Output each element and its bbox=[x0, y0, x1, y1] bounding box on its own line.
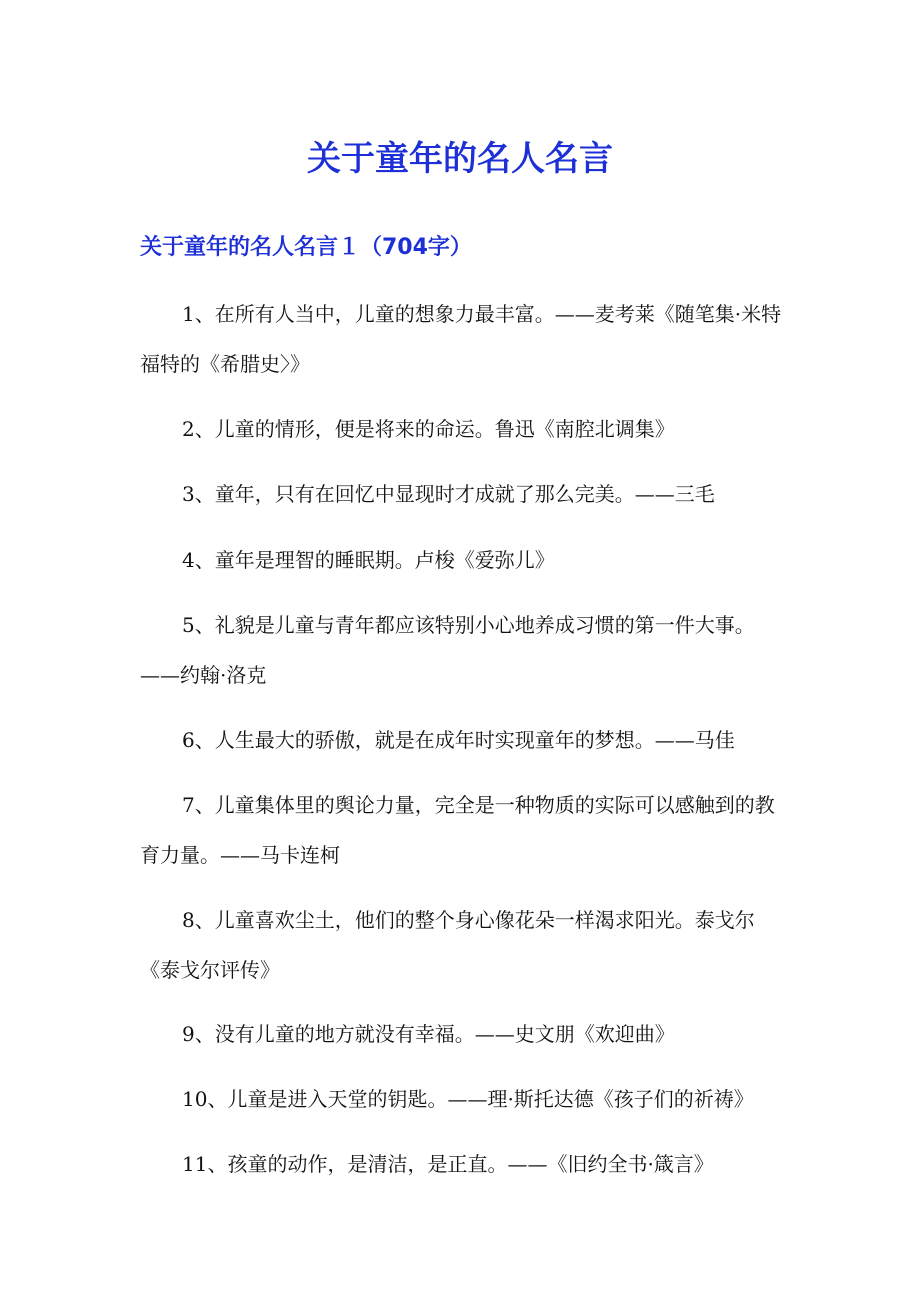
quote-item: 6、人生最大的骄傲，就是在成年时实现童年的梦想。——马佳 bbox=[182, 728, 735, 752]
quote-item: 8、儿童喜欢尘土，他们的整个身心像花朵一样渴求阳光。泰戈尔《泰戈尔评传》 bbox=[140, 908, 755, 982]
quote-item: 1、在所有人当中，儿童的想象力最丰富。——麦考莱《随笔集·米特福特的《希腊史〉》 bbox=[140, 302, 782, 376]
quote-item: 2、儿童的情形，便是将来的命运。鲁迅《南腔北调集》 bbox=[182, 417, 675, 441]
quote-item: 10、儿童是进入天堂的钥匙。——理·斯托达德《孩子们的祈祷》 bbox=[182, 1087, 754, 1111]
document-title: 关于童年的名人名言 bbox=[307, 139, 613, 179]
section-heading: 关于童年的名人名言１（704字） bbox=[140, 235, 472, 260]
quote-item: 7、儿童集体里的舆论力量，完全是一种物质的实际可以感触到的教育力量。——马卡连柯 bbox=[140, 793, 775, 867]
quote-item: 5、礼貌是儿童与青年都应该特别小心地养成习惯的第一件大事。——约翰·洛克 bbox=[140, 613, 755, 687]
quote-item: 4、童年是理智的睡眠期。卢梭《爱弥儿》 bbox=[182, 548, 555, 572]
quote-item: 3、童年，只有在回忆中显现时才成就了那么完美。——三毛 bbox=[182, 482, 715, 506]
quote-item: 11、孩童的动作，是清洁，是正直。——《旧约全书·箴言》 bbox=[182, 1152, 714, 1176]
quote-item: 9、没有儿童的地方就没有幸福。——史文朋《欢迎曲》 bbox=[182, 1022, 675, 1046]
